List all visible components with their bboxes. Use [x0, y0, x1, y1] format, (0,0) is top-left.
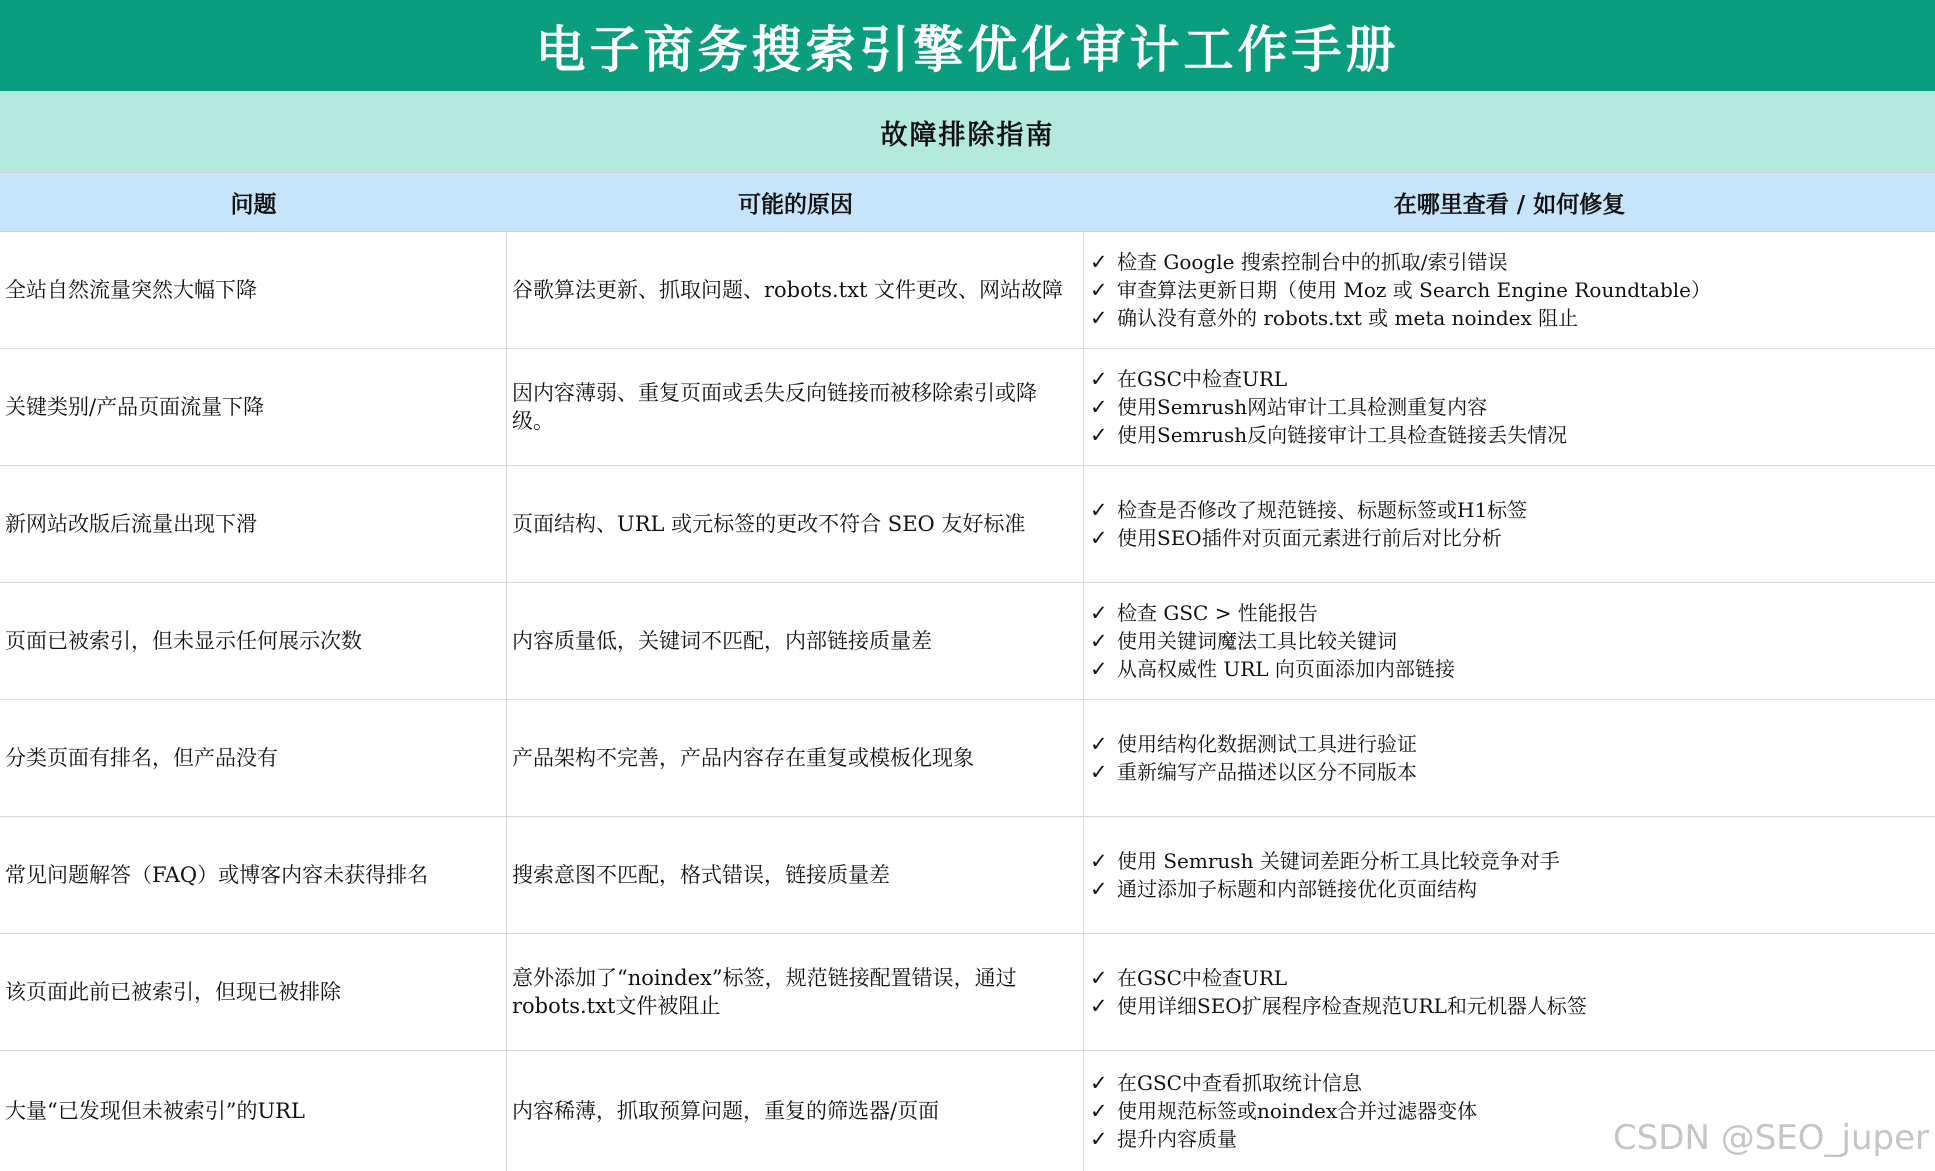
checkmark-icon: ✓ [1090, 760, 1108, 784]
checkmark-icon: ✓ [1090, 629, 1108, 653]
fix-text: 使用关键词魔法工具比较关键词 [1117, 629, 1397, 653]
cause-cell: 意外添加了“noindex”标签，规范链接配置错误，通过 robots.txt文件被阻止 [507, 934, 1084, 1050]
checkmark-icon: ✓ [1090, 526, 1108, 550]
fix-text: 检查 Google 搜索控制台中的抓取/索引错误 [1117, 250, 1508, 274]
fix-text: 使用详细SEO扩展程序检查规范URL和元机器人标签 [1117, 994, 1587, 1018]
checkmark-icon: ✓ [1090, 1099, 1108, 1123]
fix-text: 使用结构化数据测试工具进行验证 [1117, 732, 1417, 756]
cause-cell: 内容稀薄，抓取预算问题，重复的筛选器/页面 [507, 1051, 1084, 1171]
fix-item [1090, 847, 1560, 875]
column-header-fix: 在哪里查看 / 如何修复 [1393, 190, 1626, 218]
section-subtitle: 故障排除指南 [0, 92, 1935, 173]
fix-item [1090, 1097, 1477, 1125]
fix-text: 重新编写产品描述以区分不同版本 [1117, 760, 1417, 784]
checkmark-icon: ✓ [1090, 306, 1108, 330]
cause-cell: 搜索意图不匹配，格式错误，链接质量差 [507, 817, 1084, 933]
fix-item [1090, 1069, 1362, 1097]
fix-item [1090, 1125, 1237, 1153]
fix-item [1090, 758, 1417, 786]
fix-text: 使用Semrush网站审计工具检测重复内容 [1117, 395, 1488, 419]
cause-cell: 内容质量低，关键词不匹配，内部链接质量差 [507, 583, 1084, 699]
fix-item [1090, 655, 1455, 683]
checkmark-icon: ✓ [1090, 877, 1108, 901]
page-title: 电子商务搜索引擎优化审计工作手册 [0, 0, 1935, 92]
fix-item [1090, 730, 1417, 758]
table-header [0, 173, 1935, 232]
checkmark-icon: ✓ [1090, 367, 1108, 391]
fix-item [1090, 627, 1397, 655]
fix-item [1090, 421, 1567, 449]
checkmark-icon: ✓ [1090, 278, 1108, 302]
table-row [0, 934, 1935, 1051]
fix-cell [1084, 232, 1935, 348]
fix-text: 从高权威性 URL 向页面添加内部链接 [1117, 657, 1455, 681]
fix-item [1090, 992, 1587, 1020]
table-row [0, 349, 1935, 466]
checkmark-icon: ✓ [1090, 395, 1108, 419]
fix-item [1090, 599, 1318, 627]
problem-cell: 大量“已发现但未被索引”的URL [0, 1051, 507, 1171]
fix-text: 在GSC中查看抓取统计信息 [1117, 1071, 1362, 1095]
checkmark-icon: ✓ [1090, 966, 1108, 990]
fix-text: 使用SEO插件对页面元素进行前后对比分析 [1117, 526, 1502, 550]
checkmark-icon: ✓ [1090, 250, 1108, 274]
problem-cell: 关键类别/产品页面流量下降 [0, 349, 507, 465]
checkmark-icon: ✓ [1090, 657, 1108, 681]
table-row [0, 583, 1935, 700]
checkmark-icon: ✓ [1090, 423, 1108, 447]
checkmark-icon: ✓ [1090, 994, 1108, 1018]
fix-text: 检查是否修改了规范链接、标题标签或H1标签 [1117, 498, 1528, 522]
fix-text: 使用 Semrush 关键词差距分析工具比较竞争对手 [1117, 849, 1560, 873]
cause-cell: 因内容薄弱、重复页面或丢失反向链接而被移除索引或降级。 [507, 349, 1084, 465]
problem-cell: 常见问题解答（FAQ）或博客内容未获得排名 [0, 817, 507, 933]
column-header-problem: 问题 [230, 190, 277, 218]
fix-text: 使用规范标签或noindex合并过滤器变体 [1117, 1099, 1478, 1123]
fix-cell [1084, 583, 1935, 699]
fix-item [1090, 496, 1527, 524]
fix-text: 使用Semrush反向链接审计工具检查链接丢失情况 [1117, 423, 1568, 447]
watermark-text: CSDN @SEO_juper [1612, 1118, 1929, 1158]
fix-cell [1084, 466, 1935, 582]
cause-cell: 产品架构不完善，产品内容存在重复或模板化现象 [507, 700, 1084, 816]
cause-cell: 页面结构、URL 或元标签的更改不符合 SEO 友好标准 [507, 466, 1084, 582]
fix-cell [1084, 817, 1935, 933]
table-row [0, 817, 1935, 934]
checkmark-icon: ✓ [1090, 1071, 1108, 1095]
fix-text: 提升内容质量 [1117, 1127, 1237, 1151]
problem-cell: 页面已被索引，但未显示任何展示次数 [0, 583, 507, 699]
column-header-cause: 可能的原因 [738, 190, 853, 218]
fix-item [1090, 524, 1502, 552]
fix-text: 审查算法更新日期（使用 Moz 或 Search Engine Roundtable） [1117, 278, 1712, 302]
fix-text: 检查 GSC > 性能报告 [1117, 601, 1318, 625]
problem-cell: 该页面此前已被索引，但现已被排除 [0, 934, 507, 1050]
fix-item [1090, 248, 1508, 276]
fix-text: 确认没有意外的 robots.txt 或 meta noindex 阻止 [1117, 306, 1579, 330]
checkmark-icon: ✓ [1090, 1127, 1108, 1151]
fix-item [1090, 276, 1711, 304]
checkmark-icon: ✓ [1090, 498, 1108, 522]
fix-cell [1084, 349, 1935, 465]
fix-item [1090, 964, 1287, 992]
fix-item [1090, 304, 1578, 332]
table-row [0, 232, 1935, 349]
table-row [0, 700, 1935, 817]
table-row [0, 466, 1935, 583]
fix-cell [1084, 934, 1935, 1050]
checkmark-icon: ✓ [1090, 849, 1108, 873]
fix-item [1090, 875, 1477, 903]
checkmark-icon: ✓ [1090, 732, 1108, 756]
table-body [0, 232, 1935, 1171]
problem-cell: 分类页面有排名，但产品没有 [0, 700, 507, 816]
problem-cell: 新网站改版后流量出现下滑 [0, 466, 507, 582]
fix-text: 在GSC中检查URL [1117, 966, 1288, 990]
cause-cell: 谷歌算法更新、抓取问题、robots.txt 文件更改、网站故障 [507, 232, 1084, 348]
fix-text: 通过添加子标题和内部链接优化页面结构 [1117, 877, 1477, 901]
fix-text: 在GSC中检查URL [1117, 367, 1288, 391]
problem-cell: 全站自然流量突然大幅下降 [0, 232, 507, 348]
checkmark-icon: ✓ [1090, 601, 1108, 625]
fix-item [1090, 365, 1287, 393]
fix-cell [1084, 700, 1935, 816]
fix-item [1090, 393, 1487, 421]
